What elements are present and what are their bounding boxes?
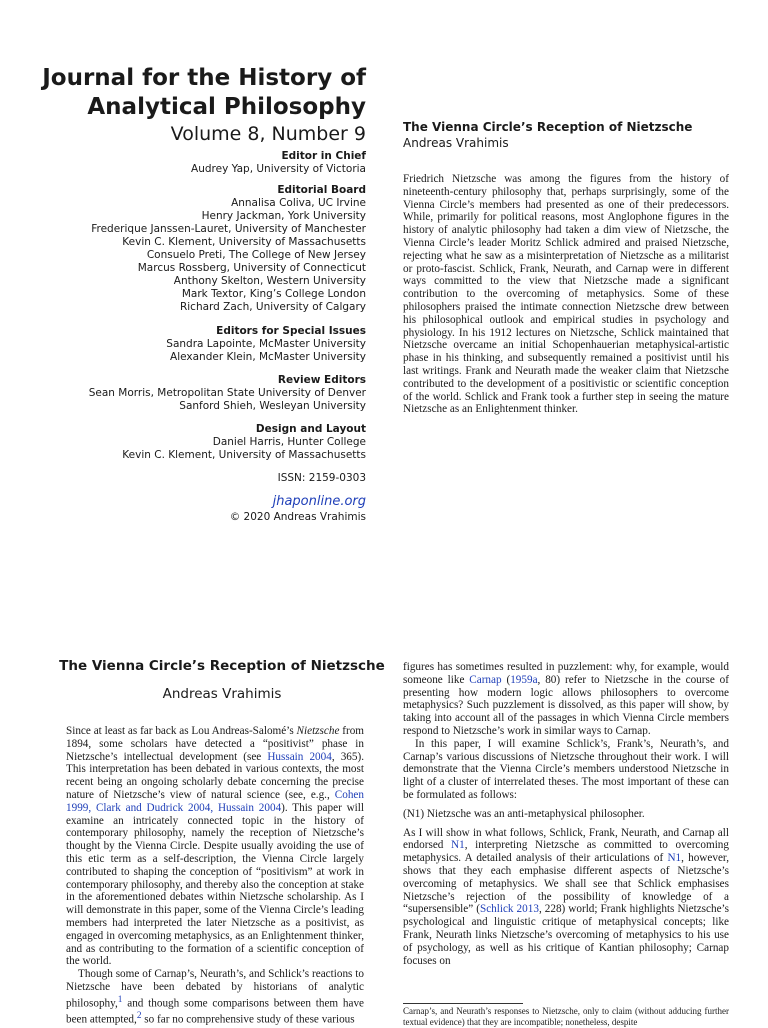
masthead-design-layout (40, 423, 366, 462)
masthead-heading: Editor in Chief (281, 150, 366, 162)
text: , 365). This interpretation has been debated in various contexts, the most recent being an ongoing scholarly debate concerning the precise nature of Nietzsche’s view of natural science (see, e.g., (66, 750, 364, 801)
masthead-name: Richard Zach, University of Calgary (179, 301, 366, 313)
paragraph: In this paper, I will examine Schlick’s, Frank’s, Neurath’s, and Carnap’s various discussions of Nietzsche throughout their work. I will demonstrate that the Vienna Circle’s members understood Nietzsche in light of a cluster of interrelated theses. The most important of these can be formulated as follows: (403, 737, 729, 801)
paragraph (66, 725, 364, 968)
journal-title-line2: Analytical Philosophy (87, 94, 366, 120)
body-column-left (66, 725, 364, 1027)
journal-title (40, 64, 366, 122)
masthead-name: Alexander Klein, McMaster University (170, 351, 366, 363)
text: , 228) world; Frank highlights Nietzsche’s psychological and linguistic critique of metaphysical concepts; like Frank, Neurath links Nietzsche’s overcoming of metaphysics to his use of psychology, as well as his critique of Kantian philosophy; Carnap focuses on (403, 903, 730, 967)
text: so far no comprehensive study of these various (141, 1014, 355, 1026)
masthead-special-issues (40, 325, 366, 364)
thesis-n1: (N1) Nietzsche was an anti-metaphysical philosopher. (403, 807, 645, 820)
paragraph (403, 661, 729, 738)
masthead-name: Frederique Janssen-Lauret, University of Manchester (91, 223, 366, 235)
text: , 80) refer to Nietzsche in the course of presenting how modern logic allows philosophers to overcome metaphysics? Such puzzlement is dissolved, as this paper will show, by taking into account all of the passages in which Vienna Circle members respond to Nietzsche’s work in similar ways to Carnap. (403, 673, 729, 737)
citation-link[interactable]: Carnap (469, 673, 502, 686)
citation-link[interactable]: 1959a (510, 673, 538, 686)
citation-link[interactable]: Hussain 2004 (267, 750, 332, 763)
text: , interpreting Nietzsche as committed to overcoming metaphysics. A detailed analysis of their articulations of (403, 839, 729, 865)
footnote: Carnap’s, and Neurath’s responses to Nietzsche, only to claim (without adducing further textual evidence) that they are incompatible; nonetheless, despite (403, 1006, 729, 1027)
masthead-editor-in-chief (40, 150, 366, 176)
volume-number: Volume 8, Number 9 (170, 123, 366, 145)
text: ( (501, 673, 511, 686)
masthead-name: Annalisa Coliva, UC Irvine (231, 197, 366, 209)
journal-title-line1: Journal for the History of (42, 65, 366, 91)
masthead-editorial-board (40, 184, 366, 314)
masthead-heading: Editors for Special Issues (216, 325, 366, 337)
masthead-name: Audrey Yap, University of Victoria (191, 163, 366, 175)
thesis-reference-link[interactable]: N1 (667, 852, 682, 865)
text: figures has sometimes resulted in puzzlement: why, for example, would someone like (403, 661, 729, 686)
text: Though some of Carnap’s, Neurath’s, and Schlick’s reactions to Nietzsche have been debated by historians of analytic philosophy, (66, 968, 364, 1010)
masthead-heading: Editorial Board (277, 184, 366, 196)
book-title: Nietzsche (296, 725, 340, 737)
masthead-heading: Design and Layout (255, 423, 366, 435)
masthead-name: Marcus Rossberg, University of Connecticut (137, 262, 366, 274)
masthead-name: Kevin C. Klement, University of Massachusetts (122, 236, 366, 248)
thesis-reference-link[interactable]: N1 (451, 839, 465, 852)
footnote-divider (403, 1003, 523, 1004)
text: from 1894, some scholars have detected a “positivist” phase in Nietzsche’s intellectual development (see (66, 725, 365, 763)
masthead-review-editors (40, 374, 366, 413)
text: ). This paper will examine an intricately connected topic in the history of contemporary philosophy, namely the reception of Nietzsche’s thought by the Vienna Circle. Despite usually avoiding the use of this etic term as a self-description, the Vienna Circle largely contributed to shaping the conception of “positivism” at work in contemporary philosophy, and thereby also the conception at stake in the aforementioned debates within Nietzsche scholarship. As I will demonstrate in this paper, some of the Vienna Circle’s leading members had interpreted the later Nietzsche as a positivist, as engaged in overcoming metaphysics, as an Enlightenment thinker, and as contributing to the formation of a scientific conception of the world. (66, 801, 364, 968)
citation-link[interactable]: Cohen 1999, Clark and Dudrick 2004, Hussain 2004 (66, 788, 364, 814)
article-author-header: Andreas Vrahimis (403, 136, 509, 150)
citation-link[interactable]: Schlick 2013 (479, 903, 539, 916)
text: Since at least as far back as Lou Andreas-Salomé’s (66, 725, 297, 737)
masthead-name: Consuelo Preti, The College of New Jersey (146, 249, 366, 261)
article-title: The Vienna Circle’s Reception of Nietzsche (59, 658, 385, 674)
masthead-name: Mark Textor, King’s College London (181, 288, 366, 300)
journal-website-link[interactable]: jhaponline.org (272, 494, 366, 509)
masthead-name: Sandra Lapointe, McMaster University (166, 338, 366, 350)
article-title-header: The Vienna Circle’s Reception of Nietzsche (403, 120, 693, 134)
masthead-name: Kevin C. Klement, University of Massachusetts (122, 449, 366, 461)
issn: ISSN: 2159-0303 (277, 472, 366, 484)
masthead-name: Sean Morris, Metropolitan State University of Denver (88, 387, 366, 399)
masthead-name: Sanford Shieh, Wesleyan University (179, 400, 366, 412)
masthead-name: Daniel Harris, Hunter College (212, 436, 366, 448)
body-column-right (403, 661, 729, 967)
masthead-name: Henry Jackman, York University (201, 210, 366, 222)
text: , however, shows that they each emphasise different aspects of Nietzsche’s overcoming of metaphysics. We shall see that Schlick emphasises Nietzsche’s rejection of the possibility of knowledge of a “supersensible” ( (403, 852, 729, 916)
copyright: © 2020 Andreas Vrahimis (229, 511, 366, 523)
text: As I will show in what follows, Schlick, Frank, Neurath, and Carnap all endorsed (403, 826, 729, 852)
masthead-name: Anthony Skelton, Western University (173, 275, 366, 287)
article-author: Andreas Vrahimis (162, 686, 282, 702)
paragraph (66, 968, 364, 1027)
paragraph (403, 827, 729, 968)
text: and though some comparisons between them have been attempted, (66, 997, 364, 1026)
footnote-marker[interactable]: 1 (117, 994, 123, 1005)
footnote-marker[interactable]: 2 (136, 1011, 142, 1022)
masthead-heading: Review Editors (277, 374, 366, 386)
abstract: Friedrich Nietzsche was among the figures from the history of nineteenth-century philosophy that, perhaps surprisingly, some of the Vienna Circle’s members had presented as one of their predecessors. While, primarily for political reasons, most Anglophone figures in the history of analytic philosophy had taken a dim view of Nietzsche, the Vienna Circle’s leader Moritz Schlick admired and praised Nietzsche, rejecting what he saw as a misinterpretation of Nietzsche as a militarist or proto-fascist. Schlick, Frank, Neurath, and Carnap were in different ways committed to the view that Nietzsche made a significant contribution to the overcoming of metaphysics. Some of these philosophers praised the intimate connection Nietzsche drew between his philosophical outlook and empirical studies in psychology and physiology. In his 1912 lectures on Nietzsche, Schlick maintained that Nietzsche overcame an initial Schopenhauerian metaphysical-artistic phase in his thinking, and subsequently remained a positivist until his last writings. Frank and Neurath made the weaker claim that Nietzsche contributed to the development of a positivistic or scientific conception of the world. Schlick and Frank took a further step in seeing the mature Nietzsche as an Enlightenment thinker. (403, 173, 729, 416)
